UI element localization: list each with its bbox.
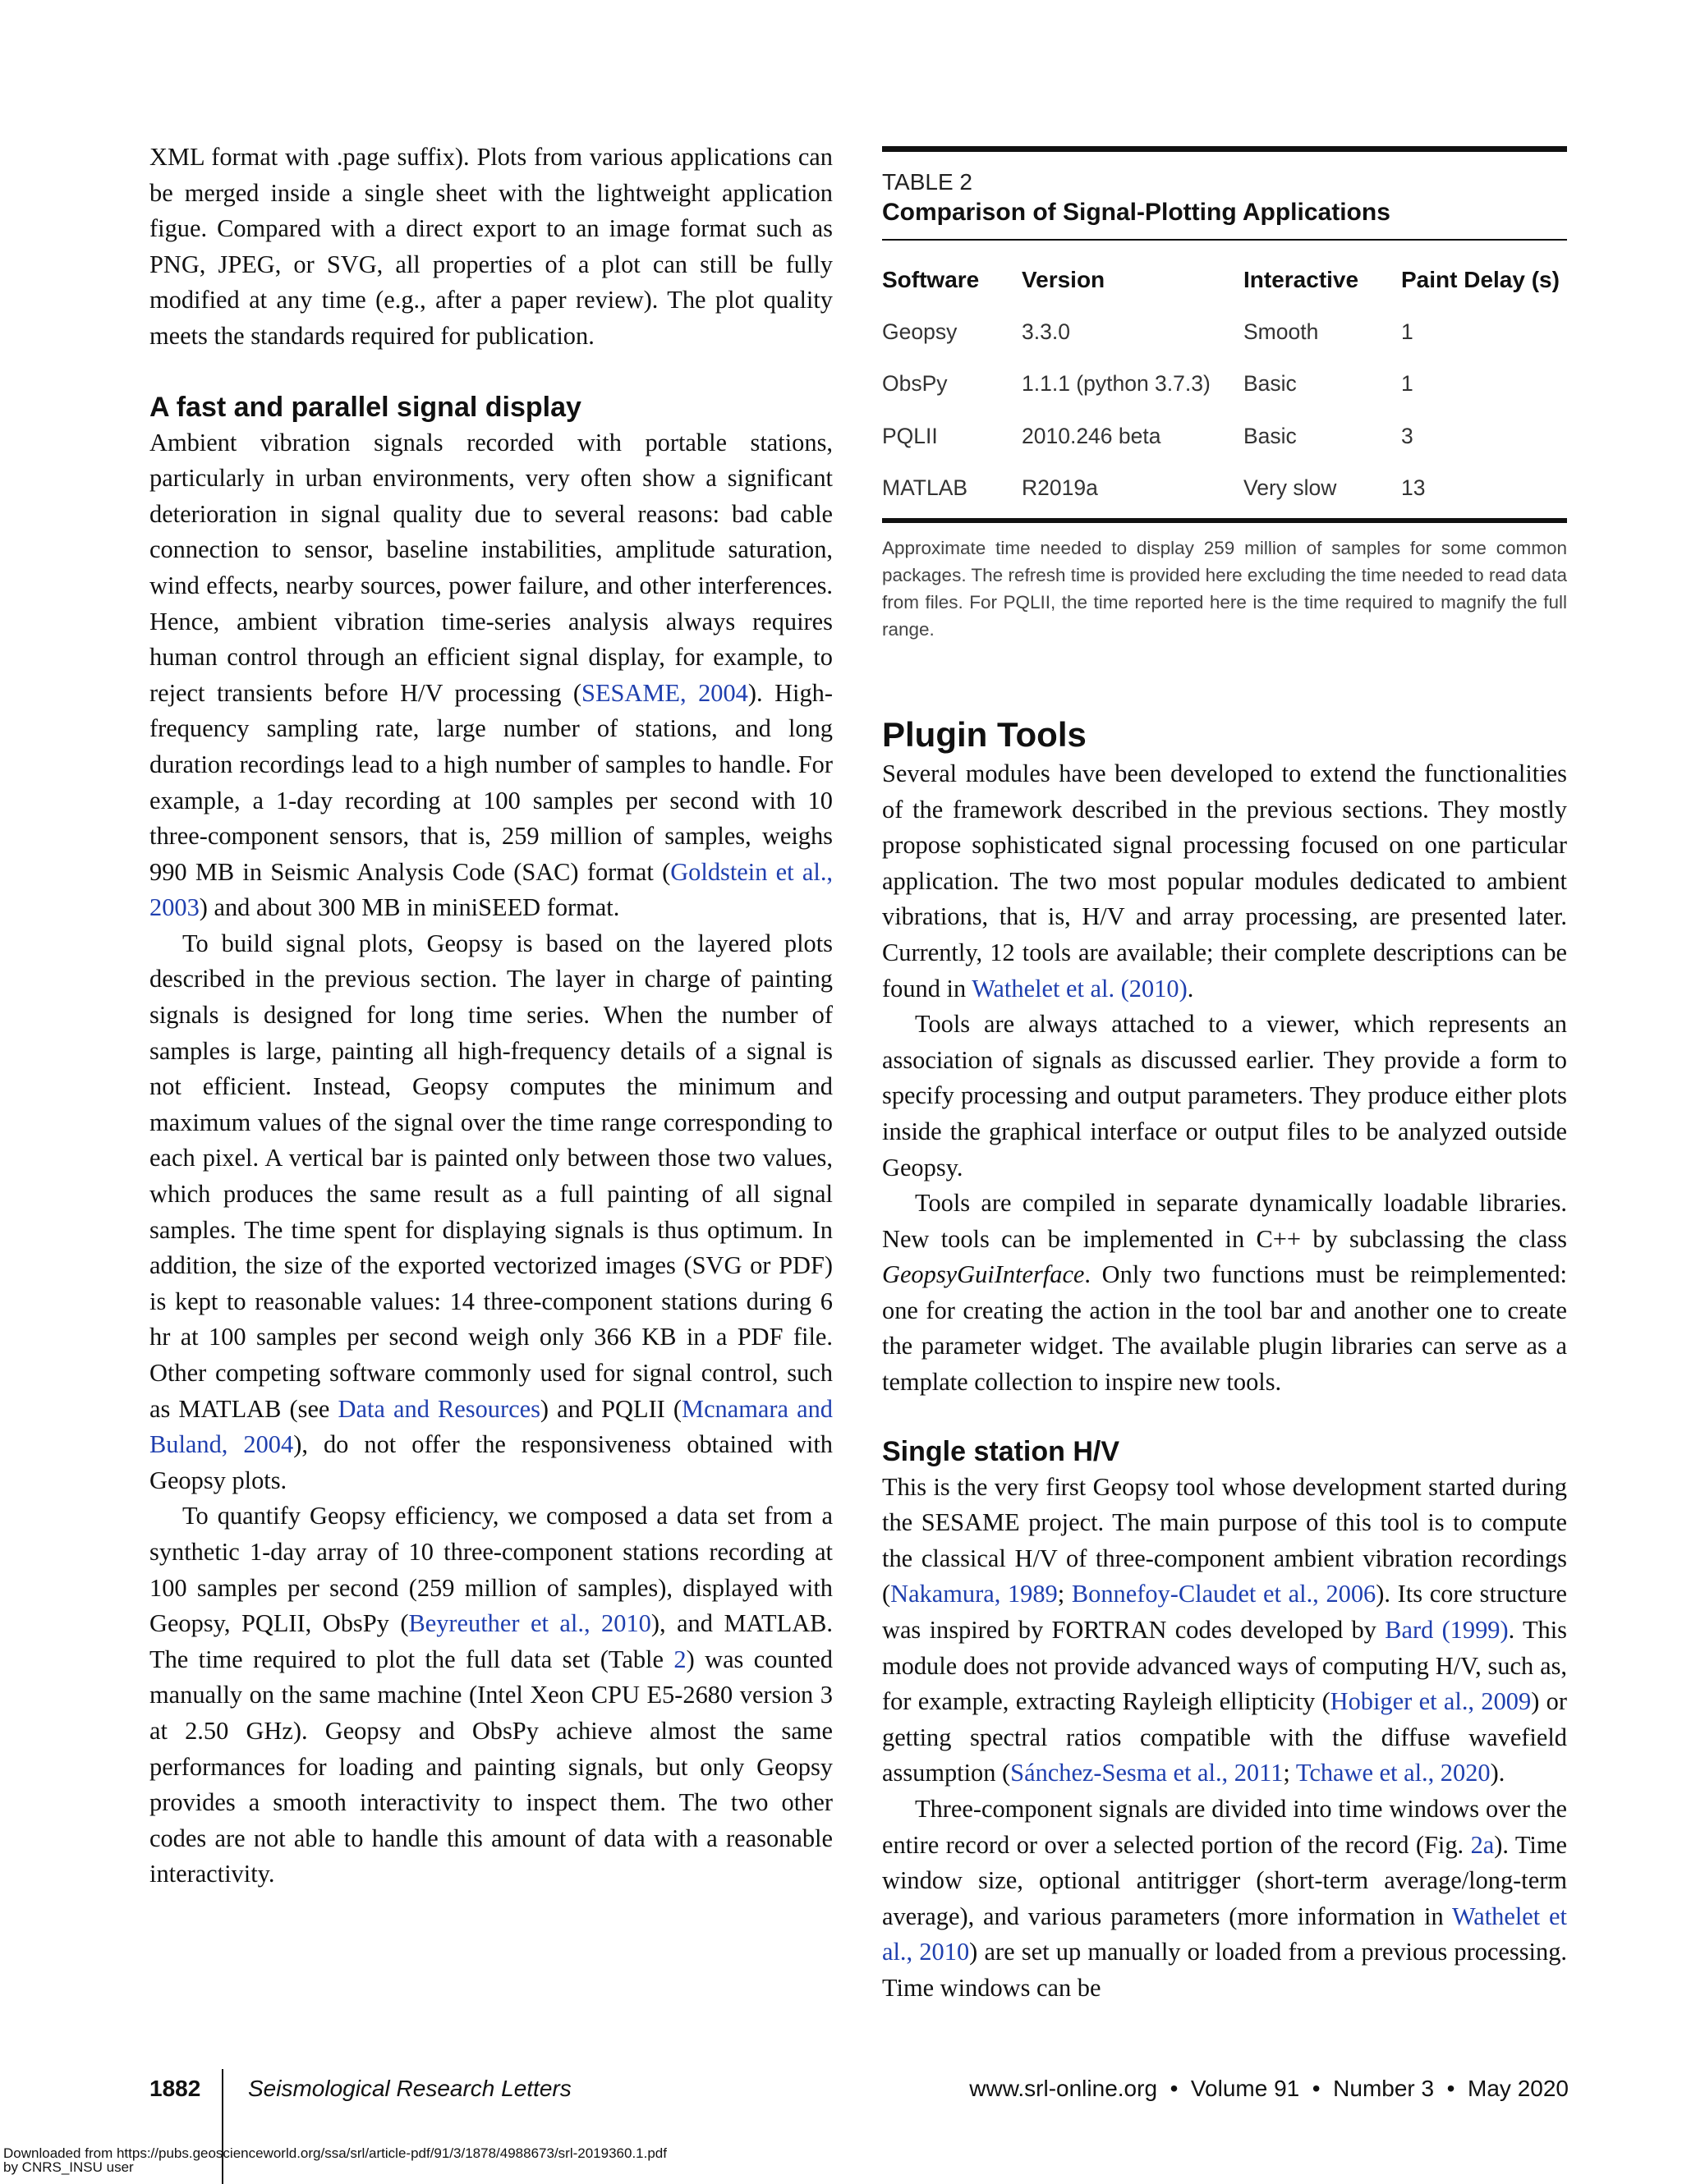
table-header-row	[882, 241, 1567, 306]
cell-software: MATLAB	[882, 475, 968, 501]
download-user: by CNRS_INSU user	[3, 2159, 134, 2175]
cell-version: 3.3.0	[1022, 319, 1070, 344]
cell-interactive: Smooth	[1243, 319, 1319, 344]
ref-tchawe[interactable]: Tchawe et al., 2020	[1295, 1759, 1491, 1787]
ref-data-resources[interactable]: Data and Resources	[338, 1394, 540, 1423]
ref-bonnefoy[interactable]: Bonnefoy-Claudet et al., 2006	[1071, 1580, 1376, 1608]
col-header-interactive: Interactive	[1243, 267, 1359, 292]
ref-bard[interactable]: Bard (1999)	[1385, 1616, 1509, 1645]
table-row	[882, 411, 1567, 463]
cell-paint-delay: 13	[1401, 475, 1426, 501]
cell-version: R2019a	[1022, 475, 1098, 501]
class-name: GeopsyGuiInterface	[882, 1260, 1085, 1289]
cell-software: ObsPy	[882, 371, 948, 397]
table-label: TABLE 2	[882, 169, 972, 195]
ref-sesame[interactable]: SESAME, 2004	[581, 678, 748, 707]
paragraph-hv-tool: This is the very first Geopsy tool whose development started during the SESAME project. The main purpose of this tool is to compute the classical H/V of three-component ambient vibration recordings (Nakamura, 1989; Bonnefoy-Claudet et al., 2006). Its core structure was inspired by FORTRAN codes developed by Bard (1999). This module does not provide advanced ways of computing H/V, such as, for example, extracting Rayleigh ellipticity (Hobiger et al., 2009) or getting spectral ratios compatible with the diffuse wavefield assumption (Sánchez-Sesma et al., 2011; Tchawe et al., 2020).	[882, 1472, 1567, 1787]
paragraph-tools-viewer: Tools are always attached to a viewer, which represents an association of signals as discussed earlier. They provide a form to specify processing and output parameters. They produce either plots inside the graphical interface or output files to be analyzed outside Geopsy.	[882, 1010, 1567, 1181]
cell-paint-delay: 3	[1401, 423, 1413, 448]
cell-interactive: Very slow	[1243, 475, 1337, 501]
paragraph-signal-plots: To build signal plots, Geopsy is based on the layered plots described in the previous section. The layer in charge of painting signals is designed for long time series. When the number of samples is large, painting all high-frequency details of a signal is not efficient. Instead, Geopsy computes the minimum and maximum values of the signal over the time range corresponding to each pixel. A vertical bar is painted only between those two values, which produces the same result as a full painting of all signal samples. The time spent for displaying signals is thus optimum. In addition, the size of the exported vectorized images (SVG or PDF) is kept to reasonable values: 14 three-component stations during 6 hr at 100 samples per second weigh only 366 KB in a PDF file. Other competing software commonly used for signal control, such as MATLAB (see Data and Resources) and PQLII (Mcnamara and Buland, 2004), do not offer the responsiveness obtained with Geopsy plots.	[149, 929, 833, 1494]
cell-version: 1.1.1 (python 3.7.3)	[1022, 371, 1211, 397]
page-footer	[149, 2076, 1569, 2108]
cell-interactive: Basic	[1243, 423, 1297, 448]
paragraph-tools-libraries: Tools are compiled in separate dynamically loadable libraries. New tools can be implemented in C++ by subclassing the class GeopsyGuiInterface. Only two functions must be reimplemented: one for creating the action in the tool bar and another one to create the parameter widget. The available plugin libraries can serve as a template collection to inspire new tools.	[882, 1189, 1567, 1397]
col-header-version: Version	[1022, 267, 1105, 292]
cell-paint-delay: 1	[1401, 371, 1413, 397]
section-heading-signal-display: A fast and parallel signal display	[149, 391, 581, 423]
col-header-software: Software	[882, 267, 980, 292]
journal-name: Seismological Research Letters	[248, 2076, 572, 2101]
comparison-table	[882, 241, 1567, 515]
subsection-heading-hv: Single station H/V	[882, 1435, 1120, 1467]
cell-paint-delay: 1	[1401, 319, 1413, 344]
table-2	[882, 146, 1567, 643]
right-column	[882, 146, 1567, 2007]
table-top-rule	[882, 146, 1567, 152]
download-notice	[3, 2146, 667, 2174]
ref-wathelet-2010b[interactable]: Wathelet et al., 2010	[882, 1902, 1567, 1966]
ref-beyreuther[interactable]: Beyreuther et al., 2010	[408, 1609, 651, 1638]
ref-wathelet-2010[interactable]: Wathelet et al. (2010)	[972, 974, 1188, 1003]
ref-hobiger[interactable]: Hobiger et al., 2009	[1330, 1687, 1532, 1716]
cell-version: 2010.246 beta	[1022, 423, 1161, 448]
paragraph-efficiency: To quantify Geopsy efficiency, we composed a data set from a synthetic 1-day array of 10 three-component stations recording at 100 samples per second (259 million of samples), displayed with Geopsy, PQLII, ObsPy (Beyreuther et al., 2010), and MATLAB. The time required to plot the full data set (Table 2) was counted manually on the same machine (Intel Xeon CPU E5-2680 version 3 at 2.50 GHz). Geopsy and ObsPy achieve almost the same performances for loading and painting signals, but only Geopsy provides a smooth interactivity to inspect them. The two other codes are not able to handle this amount of data with a reasonable interactivity.	[149, 1502, 834, 1888]
ref-fig-2a[interactable]: 2a	[1470, 1830, 1495, 1859]
section-title-plugin-tools: Plugin Tools	[882, 714, 1087, 754]
left-column	[149, 140, 833, 1893]
table-bottom-rule	[882, 518, 1567, 523]
cell-interactive: Basic	[1243, 371, 1297, 397]
ref-goldstein[interactable]: Goldstein et al., 2003	[149, 857, 834, 922]
paragraph-time-windows: Three-component signals are divided into time windows over the entire record or over a selected portion of the record (Fig. 2a). Time window size, optional antitrigger (short-term average/long-term average), and various parameters (more information in Wathelet et al., 2010) are set up manually or loaded from a previous processing. Time windows can be	[882, 1795, 1567, 2002]
table-row	[882, 462, 1567, 515]
ref-mcnamara[interactable]: Mcnamara and Buland, 2004	[149, 1394, 833, 1459]
paragraph-plugin-intro: Several modules have been developed to extend the functionalities of the framework described in the previous sections. They mostly propose sophisticated signal processing focused on one particular application. The two most popular modules dedicated to ambient vibrations, that is, H/V and array processing, are presented later. Currently, 12 tools are available; their complete descriptions can be found in Wathelet et al. (2010).	[882, 759, 1567, 1003]
ref-nakamura[interactable]: Nakamura, 1989	[890, 1580, 1058, 1608]
table-footnote: Approximate time needed to display 259 million of samples for some common packages. The refresh time is provided here excluding the time needed to read data from files. For PQLII, the time reported here is the time required to magnify the full range.	[882, 537, 1567, 640]
paragraph-intro: XML format with .page suffix). Plots from various applications can be merged inside a single sheet with the lightweight application figue. Compared with a direct export to an image format such as PNG, JPEG, or SVG, all properties of a plot can still be fully modified at any time (e.g., after a paper review). The plot quality meets the standards required for publication.	[149, 143, 833, 350]
issue-info: www.srl-online.org • Volume 91 • Number 3 • May 2020	[969, 2076, 1569, 2101]
paragraph-ambient-vibration: Ambient vibration signals recorded with portable stations, particularly in urban environments, very often show a significant deterioration in signal quality due to several reasons: bad cable connection to sensor, baseline instabilities, amplitude saturation, wind effects, nearby sources, power failure, and other interferences. Hence, ambient vibration time-series analysis always requires human control through an efficient signal display, for example, to reject transients before H/V processing (SESAME, 2004). High-frequency sampling rate, large number of stations, and long duration recordings lead to a high number of samples to handle. For example, a 1-day recording at 100 samples per second with 10 three-component sensors, that is, 259 million of samples, weighs 990 MB in Seismic Analysis Code (SAC) format (Goldstein et al., 2003) and about 300 MB in miniSEED format.	[149, 428, 834, 922]
col-header-paint-delay: Paint Delay (s)	[1401, 267, 1560, 292]
ref-table-2[interactable]: 2	[673, 1645, 687, 1673]
page-number: 1882	[149, 2076, 201, 2101]
cell-software: Geopsy	[882, 319, 958, 344]
table-row	[882, 306, 1567, 359]
ref-sanchez-sesma[interactable]: Sánchez-Sesma et al., 2011	[1010, 1759, 1284, 1787]
cell-software: PQLII	[882, 423, 938, 448]
download-url[interactable]: Downloaded from https://pubs.geoscienceworld.org/ssa/srl/article-pdf/91/3/1878/4988673/srl-2019360.1.pdf	[3, 2145, 667, 2161]
table-row	[882, 358, 1567, 411]
table-title: Comparison of Signal-Plotting Applications	[882, 196, 1567, 241]
